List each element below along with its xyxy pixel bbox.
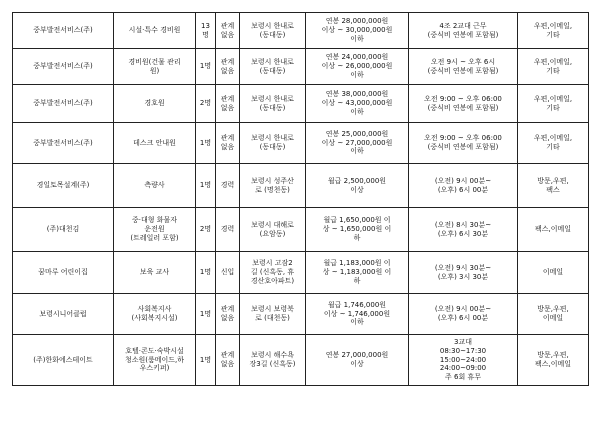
job-cell: 경호원 <box>114 85 196 123</box>
hours-cell: (오전) 9시 30분~ (오후) 3시 30분 <box>409 252 518 294</box>
headcount-cell: 1명 <box>196 49 216 85</box>
company-cell: 중부발전서비스(주) <box>13 85 114 123</box>
hours-cell: (오전) 9시 00분~ (오후) 6시 00분 <box>409 164 518 208</box>
experience-cell: 관계 없음 <box>216 85 240 123</box>
job-cell: 호텔·콘도·숙박시설 청소원(룸메이드,하 우스키퍼) <box>114 335 196 386</box>
experience-cell: 경력 <box>216 208 240 252</box>
experience-cell: 신입 <box>216 252 240 294</box>
headcount-cell: 1명 <box>196 164 216 208</box>
company-cell: 중부발전서비스(주) <box>13 13 114 49</box>
table-row <box>13 85 589 123</box>
salary-cell: 월급 1,746,000원 이상 ~ 1,746,000원 이하 <box>306 294 409 335</box>
headcount-cell: 1명 <box>196 123 216 164</box>
company-cell: 꿈마루 어린이집 <box>13 252 114 294</box>
table-row <box>13 335 589 386</box>
company-cell: (주)대천김 <box>13 208 114 252</box>
hours-cell: 3교대 08:30~17:30 15:00~24:00 24:00~09:00 주 6회 휴무 <box>409 335 518 386</box>
headcount-cell: 1명 <box>196 294 216 335</box>
location-cell: 보령시 한내로 (동대동) <box>240 13 306 49</box>
apply-method-cell: 우편,이메일, 기타 <box>518 123 589 164</box>
salary-cell: 월급 1,650,000원 이 상 ~ 1,650,000원 이 하 <box>306 208 409 252</box>
apply-method-cell: 방문,우편, 팩스,이메일 <box>518 335 589 386</box>
company-cell: 중부발전서비스(주) <box>13 49 114 85</box>
location-cell: 보령시 한내로 (동대동) <box>240 49 306 85</box>
location-cell: 보령시 해수욕 장3길 (신흑동) <box>240 335 306 386</box>
salary-cell: 연봉 25,000,000원 이상 ~ 27,000,000원 이하 <box>306 123 409 164</box>
table-row <box>13 294 589 335</box>
salary-cell: 연봉 27,000,000원 이상 <box>306 335 409 386</box>
job-cell: 경비원(건물 관리 원) <box>114 49 196 85</box>
job-cell: 사회복지사 (사회복지시설) <box>114 294 196 335</box>
hours-cell: 4조 2교대 근무 (중식비 연봉에 포함됨) <box>409 13 518 49</box>
headcount-cell: 2명 <box>196 208 216 252</box>
job-cell: 보육 교사 <box>114 252 196 294</box>
table-row <box>13 49 589 85</box>
table-row <box>13 164 589 208</box>
hours-cell: 오전 9:00 ~ 오후 06:00 (중식비 연봉에 포함됨) <box>409 85 518 123</box>
location-cell: 보령시 보령북 로 (대천동) <box>240 294 306 335</box>
experience-cell: 관계 없음 <box>216 335 240 386</box>
apply-method-cell: 방문,우편, 이메일 <box>518 294 589 335</box>
hours-cell: (오전) 8시 30분~ (오후) 6시 30분 <box>409 208 518 252</box>
company-cell: 경일토목설계(주) <box>13 164 114 208</box>
headcount-cell: 2명 <box>196 85 216 123</box>
table-row <box>13 123 589 164</box>
apply-method-cell: 팩스,이메일 <box>518 208 589 252</box>
apply-method-cell: 방문,우편, 팩스 <box>518 164 589 208</box>
location-cell: 보령시 한내로 (동대동) <box>240 85 306 123</box>
hours-cell: 오전 9:00 ~ 오후 06:00 (중식비 연봉에 포함됨) <box>409 123 518 164</box>
experience-cell: 관계 없음 <box>216 13 240 49</box>
hours-cell: 오전 9시 ~ 오후 6시 (중식비 연봉에 포함됨) <box>409 49 518 85</box>
location-cell: 보령시 성주산 로 (명천동) <box>240 164 306 208</box>
apply-method-cell: 우편,이메일, 기타 <box>518 49 589 85</box>
table-row <box>13 13 589 49</box>
location-cell: 보령시 대해로 (요암동) <box>240 208 306 252</box>
experience-cell: 관계 없음 <box>216 123 240 164</box>
hours-cell: (오전) 9시 00분~ (오후) 6시 00분 <box>409 294 518 335</box>
apply-method-cell: 이메일 <box>518 252 589 294</box>
table-row <box>13 208 589 252</box>
salary-cell: 월급 2,500,000원 이상 <box>306 164 409 208</box>
job-listing-table <box>12 12 589 386</box>
salary-cell: 연봉 28,000,000원 이상 ~ 30,000,000원 이하 <box>306 13 409 49</box>
salary-cell: 연봉 24,000,000원 이상 ~ 26,000,000원 이하 <box>306 49 409 85</box>
job-cell: 측량사 <box>114 164 196 208</box>
job-cell: 시설·특수 경비원 <box>114 13 196 49</box>
headcount-cell: 1명 <box>196 335 216 386</box>
company-cell: 보령시니어클럽 <box>13 294 114 335</box>
location-cell: 보령시 고잠2 길 (신흑동, 휴 경산호아파트) <box>240 252 306 294</box>
company-cell: 중부발전서비스(주) <box>13 123 114 164</box>
location-cell: 보령시 한내로 (동대동) <box>240 123 306 164</box>
job-cell: 데스크 안내원 <box>114 123 196 164</box>
job-cell: 중·대형 화물자 운전원 (트레일러 포함) <box>114 208 196 252</box>
headcount-cell: 13 명 <box>196 13 216 49</box>
company-cell: (주)한화에스테이트 <box>13 335 114 386</box>
experience-cell: 관계 없음 <box>216 49 240 85</box>
apply-method-cell: 우편,이메일, 기타 <box>518 13 589 49</box>
apply-method-cell: 우편,이메일, 기타 <box>518 85 589 123</box>
salary-cell: 연봉 38,000,000원 이상 ~ 43,000,000원 이하 <box>306 85 409 123</box>
headcount-cell: 1명 <box>196 252 216 294</box>
experience-cell: 관계 없음 <box>216 294 240 335</box>
experience-cell: 경력 <box>216 164 240 208</box>
salary-cell: 월급 1,183,000원 이 상 ~ 1,183,000원 이 하 <box>306 252 409 294</box>
table-row <box>13 252 589 294</box>
